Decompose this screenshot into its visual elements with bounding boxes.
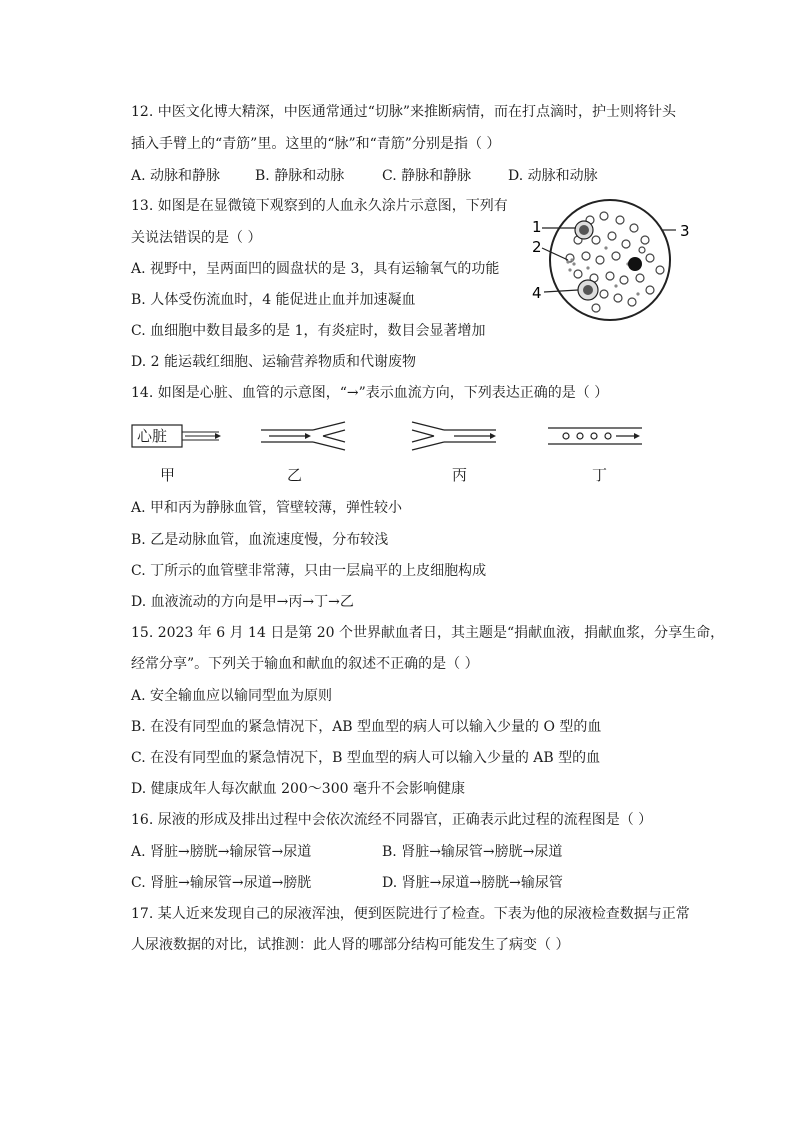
- vessel-diagram-ding: [548, 422, 648, 452]
- figure-label-jia: 甲: [160, 466, 176, 484]
- q15-option-c[interactable]: C. 在没有同型血的紧急情况下，B 型血型的病人可以输入少量的 AB 型的血: [131, 750, 601, 766]
- q13-option-a[interactable]: A. 视野中，呈两面凹的圆盘状的是 3，具有运输氧气的功能: [131, 261, 500, 277]
- q14-option-c[interactable]: C. 丁所示的血管壁非常薄，只由一层扁平的上皮细胞构成: [131, 563, 487, 579]
- q16-stem: 16. 尿液的形成及排出过程中会依次流经不同器官，正确表示此过程的流程图是（ ）: [131, 812, 653, 828]
- q12-stem-line1: 12. 中医文化博大精深，中医通常通过“切脉”来推断病情，而在打点滴时，护士则将针头: [131, 104, 677, 120]
- q17-stem-line2: 人尿液数据的对比，试推测：此人肾的哪部分结构可能发生了病变（ ）: [131, 937, 570, 953]
- figure-label-3: 3: [680, 222, 690, 240]
- q13-option-c[interactable]: C. 血细胞中数目最多的是 1，有炎症时，数目会显著增加: [131, 323, 486, 339]
- q15-option-a[interactable]: A. 安全输血应以输同型血为原则: [131, 688, 333, 704]
- q16-option-d[interactable]: D. 肾脏→尿道→膀胱→输尿管: [382, 875, 563, 891]
- q13-option-b[interactable]: B. 人体受伤流血时，4 能促进止血并加速凝血: [131, 292, 416, 308]
- q12-stem-line2: 插入手臂上的“青筋”里。这里的“脉”和“青筋”分别是指（ ）: [131, 136, 501, 152]
- figure-label-4: 4: [532, 284, 542, 302]
- q14-option-d[interactable]: D. 血液流动的方向是甲→丙→丁→乙: [131, 594, 354, 610]
- figure-label-bing: 丙: [452, 466, 468, 484]
- q17-stem-line1: 17. 某人近来发现自己的尿液浑浊，便到医院进行了检查。下表为他的尿液检查数据与正常: [131, 906, 690, 922]
- q15-option-d[interactable]: D. 健康成年人每次献血 200～300 毫升不会影响健康: [131, 781, 465, 797]
- q14-option-a[interactable]: A. 甲和丙为静脉血管，管壁较薄，弹性较小: [131, 500, 403, 516]
- figure-label-1: 1: [532, 218, 542, 236]
- q15-option-b[interactable]: B. 在没有同型血的紧急情况下，AB 型血型的病人可以输入少量的 O 型的血: [131, 719, 602, 735]
- figure-label-yi: 乙: [287, 466, 303, 484]
- q14-stem: 14. 如图是心脏、血管的示意图，“→”表示血流方向，下列表达正确的是（ ）: [131, 385, 609, 401]
- figure-label-2: 2: [532, 238, 542, 256]
- q13-stem-line1: 13. 如图是在显微镜下观察到的人血永久涂片示意图，下列有: [131, 198, 508, 214]
- q13-option-d[interactable]: D. 2 能运载红细胞、运输营养物质和代谢废物: [131, 354, 416, 370]
- q16-option-c[interactable]: C. 肾脏→输尿管→尿道→膀胱: [131, 875, 312, 891]
- q12-option-a[interactable]: A. 动脉和静脉: [131, 168, 221, 184]
- heart-label: 心脏: [137, 427, 168, 445]
- q15-stem-line1: 15. 2023 年 6 月 14 日是第 20 个世界献血者日，其主题是“捐献血液，捐献血浆，分享生命，: [131, 625, 725, 641]
- blood-smear-figure: [500, 198, 700, 328]
- q13-stem-line2: 关说法错误的是（ ）: [131, 230, 262, 246]
- vessel-diagram-bing: [410, 422, 510, 452]
- q12-option-c[interactable]: C. 静脉和静脉: [382, 168, 472, 184]
- q12-option-d[interactable]: D. 动脉和动脉: [508, 168, 598, 184]
- q16-option-b[interactable]: B. 肾脏→输尿管→膀胱→尿道: [382, 844, 563, 860]
- vessel-diagram-yi: [261, 422, 361, 452]
- q16-option-a[interactable]: A. 肾脏→膀胱→输尿管→尿道: [131, 844, 312, 860]
- q12-option-b[interactable]: B. 静脉和动脉: [255, 168, 345, 184]
- q14-option-b[interactable]: B. 乙是动脉血管，血流速度慢，分布较浅: [131, 532, 389, 548]
- white-blood-cell-dark: [628, 257, 642, 271]
- figure-label-ding: 丁: [592, 466, 608, 484]
- q15-stem-line2: 经常分享”。下列关于输血和献血的叙述不正确的是（ ）: [131, 656, 479, 672]
